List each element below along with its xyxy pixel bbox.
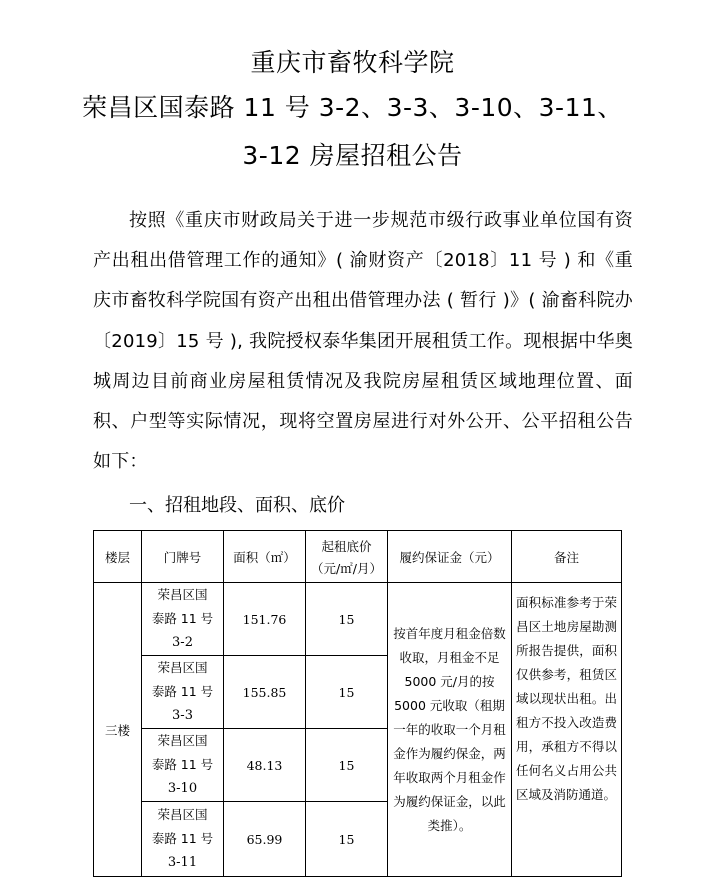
price-cell: 15 [306, 656, 388, 729]
door-line: 荣昌区国 [157, 733, 208, 748]
door-line: 荣昌区国 [157, 587, 208, 602]
area-cell: 155.85 [224, 656, 306, 729]
door-line: 3-10 [167, 781, 198, 796]
title-line-2: 荣昌区国泰路 11 号 3-2、3-3、3-10、3-11、 [82, 93, 623, 122]
price-cell: 15 [306, 802, 388, 877]
price-cell: 15 [306, 583, 388, 656]
header-note: 备注 [512, 531, 622, 583]
door-cell [142, 802, 224, 877]
title-line-3: 3-12 房屋招租公告 [242, 141, 463, 170]
header-door-number: 门牌号 [142, 531, 224, 583]
header-deposit: 履约保证金（元） [388, 531, 512, 583]
area-cell: 48.13 [224, 729, 306, 802]
door-line: 3-2 [172, 635, 193, 650]
header-price-line2: （元/㎡/月） [311, 560, 382, 576]
area-cell: 151.76 [224, 583, 306, 656]
door-line: 荣昌区国 [157, 807, 208, 822]
intro-paragraph: 按照《重庆市财政局关于进一步规范市级行政事业单位国有资产出租出借管理工作的通知》( 渝财资产〔2018〕11 号 ) 和《重庆市畜牧科学院国有资产出租出借管理办法 ( 暂行 )》( 渝畜科院办〔2019〕15 号 ), 我院授权泰华集团开展租赁工作。现根据中华奥城周边目前商业房屋租赁情况及我院房屋租赁区域地理位置、面积、户型等实际情况，现将空置房屋进行对外公开、公平招租公告如下： [93, 210, 633, 473]
header-price [306, 531, 388, 583]
door-line: 荣昌区国 [157, 660, 208, 675]
door-line: 泰路 11 号 [151, 757, 214, 772]
title-line-1: 重庆市畜牧科学院 [250, 48, 455, 77]
door-cell [142, 729, 224, 802]
door-cell [142, 583, 224, 656]
table-header-row [94, 531, 622, 583]
header-floor: 楼层 [94, 531, 142, 583]
section-heading-1: 一、招租地段、面积、底价 [129, 495, 345, 516]
floor-cell: 三楼 [94, 583, 142, 877]
area-cell: 65.99 [224, 802, 306, 877]
header-area: 面积（㎡） [224, 531, 306, 583]
door-line: 泰路 11 号 [151, 684, 214, 699]
header-price-line1: 起租底价 [321, 538, 372, 554]
door-line: 泰路 11 号 [151, 831, 214, 846]
deposit-cell: 按首年度月租金倍数收取，月租金不足 5000 元/月的按 5000 元收取（租期一年的收取一个月租金作为履约保金，两年收取两个月租金作为履约保证金，以此类推）。 [388, 583, 512, 877]
door-line: 3-3 [172, 708, 193, 723]
door-line: 3-11 [167, 855, 198, 870]
door-line: 泰路 11 号 [151, 611, 214, 626]
price-cell: 15 [306, 729, 388, 802]
rental-table [93, 530, 622, 877]
door-cell [142, 656, 224, 729]
note-cell: 面积标准参考于荣昌区土地房屋勘测所报告提供，面积仅供参考，租赁区域以现状出租。出租方不投入改造费用，承租方不得以任何名义占用公共区域及消防通道。 [512, 583, 622, 877]
table-row [94, 583, 622, 656]
